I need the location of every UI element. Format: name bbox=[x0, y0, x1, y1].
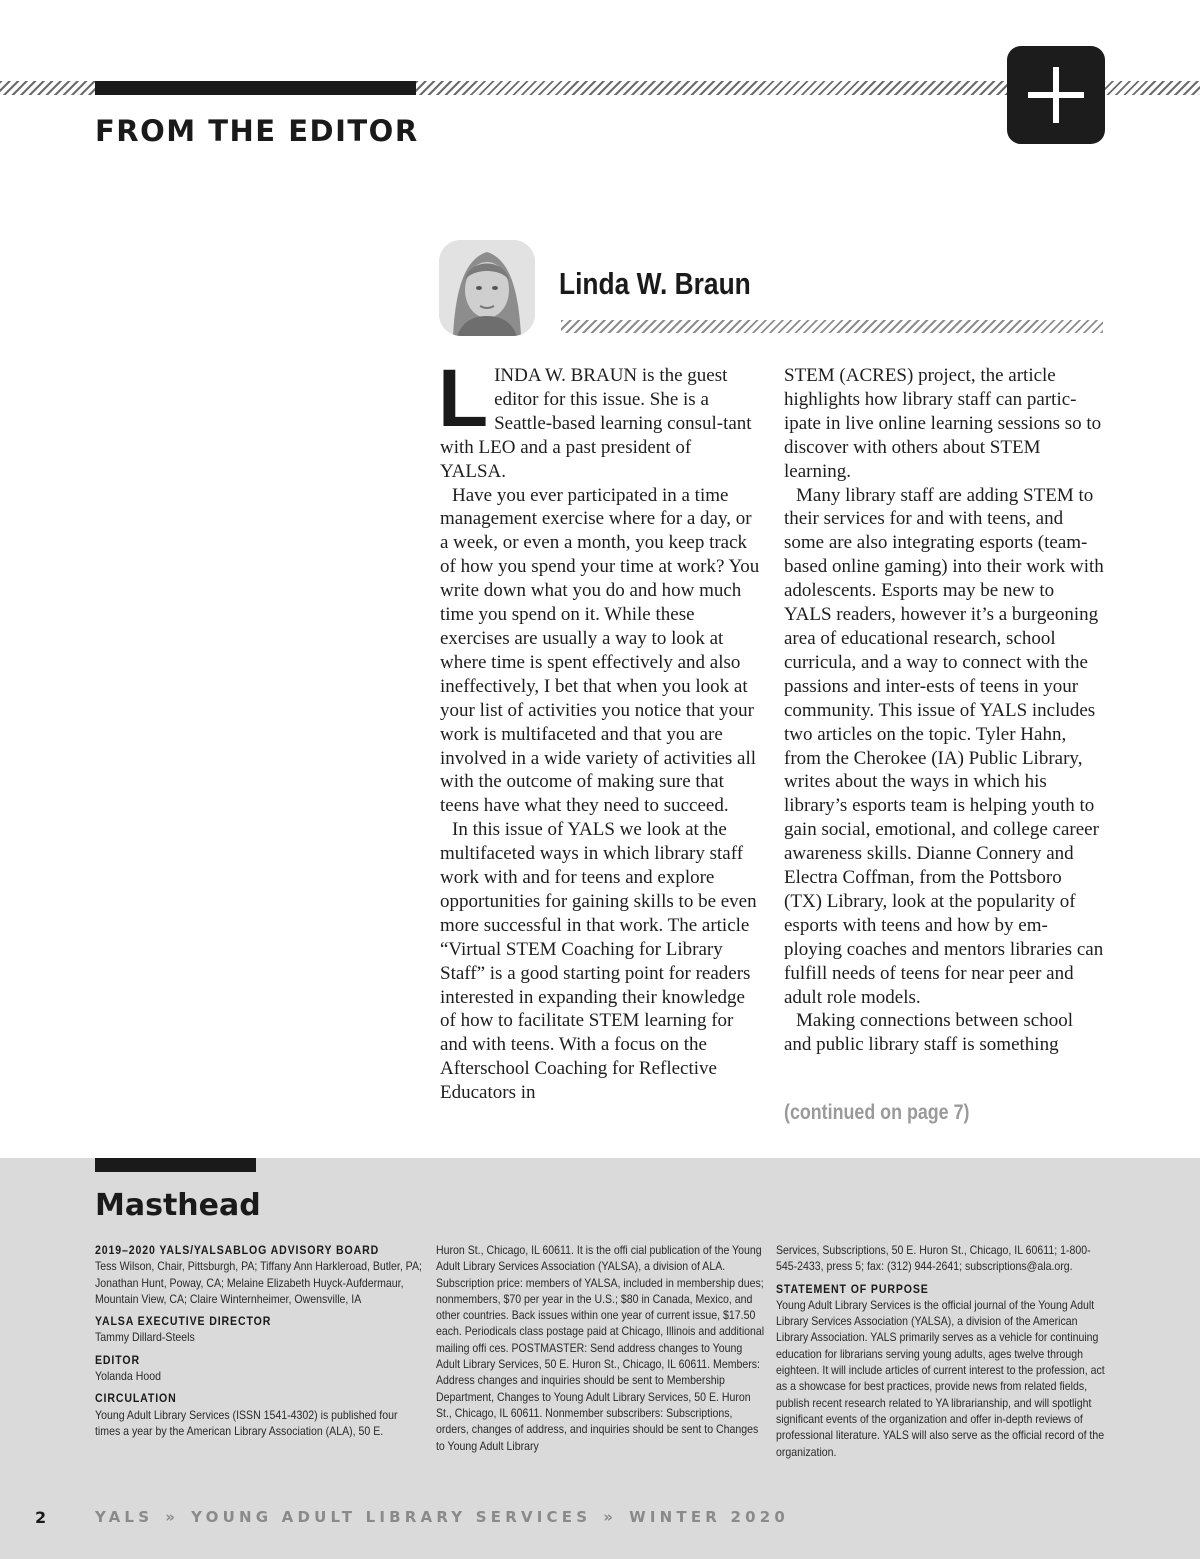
masthead-text: Yolanda Hood bbox=[95, 1369, 161, 1384]
article-paragraph: Many library staff are adding STEM to their services for and with teens, and some are also integrating esports (team-based online gaming) into their work with adolescents. Esports may be new to YALS readers, however it’s a burgeoning area of educational research, school curricula, and a way to connect with the passions and inter-ests of teens in your community. This issue of YALS includes two articles on the topic. Tyler Hahn, from the Cherokee (IA) Public Library, writes about the ways in which his library’s esports team is helping youth to gain social, emotional, and college career awareness skills. Dianne Connery and Electra Coffman, from the Pottsboro (TX) Library, look at the popularity of esports with teens and how by em-ploying coaches and mentors libraries can fulfill needs of teens for near peer and adult role models. bbox=[784, 484, 1104, 1008]
masthead-heading: STATEMENT OF PURPOSE bbox=[776, 1281, 929, 1296]
footer-journal: YALS bbox=[95, 1508, 154, 1526]
masthead-accent-bar bbox=[95, 1158, 256, 1172]
author-portrait-icon bbox=[439, 240, 535, 336]
masthead-text: Tess Wilson, Chair, Pittsburgh, PA; Tiffany Ann Harkleroad, Butler, PA; Jonathan Hunt, Poway, CA; Melaine Elizabeth Huyck-Aufdermaur, Mountain View, CA; Claire Winternheimer, Owensville, IA bbox=[95, 1259, 422, 1306]
footer-publication: YOUNG ADULT LIBRARY SERVICES bbox=[191, 1508, 592, 1526]
article-paragraph-intro bbox=[438, 353, 760, 484]
article-paragraph: STEM (ACRES) project, the article highlights how library staff can partic-ipate in live online learning sessions so to discover with others about STEM learning. bbox=[784, 365, 1102, 482]
author-name: Linda W. Braun bbox=[559, 266, 751, 301]
footer-separator: » bbox=[165, 1508, 180, 1526]
masthead-column-3 bbox=[776, 1242, 1106, 1460]
plus-icon bbox=[1007, 46, 1105, 144]
article-column-left bbox=[438, 353, 760, 1105]
article-paragraph-text: INDA W. BRAUN is the guest editor for this issue. She is a Seattle-based learning consul-tant with LEO and a past president of YALSA. bbox=[440, 365, 752, 482]
masthead-text: Services, Subscriptions, 50 E. Huron St., Chicago, IL 60611; 1-800-545-2433, press 5; fax: (312) 944-2641; subscriptions@ala.org. bbox=[776, 1243, 1091, 1274]
section-title: FROM THE EDITOR bbox=[95, 114, 419, 148]
author-photo bbox=[439, 240, 535, 336]
masthead-text: Young Adult Library Services (ISSN 1541-4302) is published four times a year by the American Library Association (ALA), 50 E. bbox=[95, 1407, 398, 1438]
plus-icon-vertical bbox=[1053, 67, 1059, 123]
masthead-heading: YALSA EXECUTIVE DIRECTOR bbox=[95, 1314, 272, 1329]
running-footer bbox=[95, 1508, 789, 1526]
article-paragraph: In this issue of YALS we look at the multifaceted ways in which library staff work with and for teens and explore opportunities for gaining skills to be even more successful in that work. The article “Virtual STEM Coaching for Library Staff” is a good starting point for readers interested in expanding their knowledge of how to facilitate STEM learning for and with teens. With a focus on the Afterschool Coaching for Reflective Educators in bbox=[440, 819, 757, 1104]
header-accent-bar bbox=[95, 81, 416, 95]
footer-issue: WINTER 2020 bbox=[629, 1508, 789, 1526]
continued-link[interactable]: (continued on page 7) bbox=[784, 1101, 970, 1124]
drop-cap: L bbox=[438, 353, 489, 444]
page-number: 2 bbox=[35, 1508, 47, 1527]
masthead-text: Tammy Dillard-Steels bbox=[95, 1330, 195, 1345]
article-column-right bbox=[784, 364, 1104, 1057]
footer-separator: » bbox=[603, 1508, 618, 1526]
masthead-column-1 bbox=[95, 1242, 425, 1439]
article-paragraph: Making connections between school and public library staff is something bbox=[784, 1010, 1074, 1056]
masthead-heading: CIRCULATION bbox=[95, 1391, 177, 1406]
masthead-text: Huron St., Chicago, IL 60611. It is the offi cial publication of the Young Adult Library Services Association (YALSA), a division of ALA. Subscription price: members of YALSA, included in membership dues; nonmembers, $70 per year in the U.S.; $80 in Canada, Mexico, and other countries. Back issues within one year of current issue, $17.50 each. Periodicals class postage paid at Chicago, Illinois and additional mailing offi ces. POSTMASTER: Send address changes to Young Adult Library Services, 50 E. Huron St., Chicago, IL 60611. Members: Address changes and inquiries should be sent to Membership Department, Changes to Young Adult Library Services, 50 E. Huron St., Chicago, IL 60611. Nonmember subscribers: Subscriptions, orders, changes of address, and inquiries should be sent to Changes to Young Adult Library bbox=[436, 1243, 765, 1453]
masthead-heading: 2019–2020 YALS/YALSABLOG ADVISORY BOARD bbox=[95, 1243, 380, 1257]
masthead-title: Masthead bbox=[95, 1188, 261, 1223]
masthead-text: Young Adult Library Services is the official journal of the Young Adult Library Services Association (YALSA), a division of the American Library Association. YALS primarily serves as a vehicle for continuing education for librarians serving young adults, ages twelve through eighteen. It will include articles of current interest to the profession, act as a showcase for best practices, provide news from related fields, publish recent research related to YA librarianship, and will spotlight significant events of the organization and offer in-depth reviews of professional literature. YALS will also serve as the official record of the organization. bbox=[776, 1297, 1105, 1459]
masthead-column-2 bbox=[436, 1242, 766, 1454]
author-hatch-rule bbox=[561, 320, 1103, 333]
masthead-heading: EDITOR bbox=[95, 1352, 140, 1367]
article-paragraph: Have you ever participated in a time management exercise where for a day, or a week, or even a month, you keep track of how you spend your time at work? You write down what you do and how much time you spend on it. While these exercises are usually a way to look at where time is spent effectively and also ineffectively, I bet that when you look at your list of activities you notice that your work is multifaceted and that you are involved in a wide variety of activities all with the outcome of making sure that teens have what they need to succeed. bbox=[440, 484, 760, 817]
